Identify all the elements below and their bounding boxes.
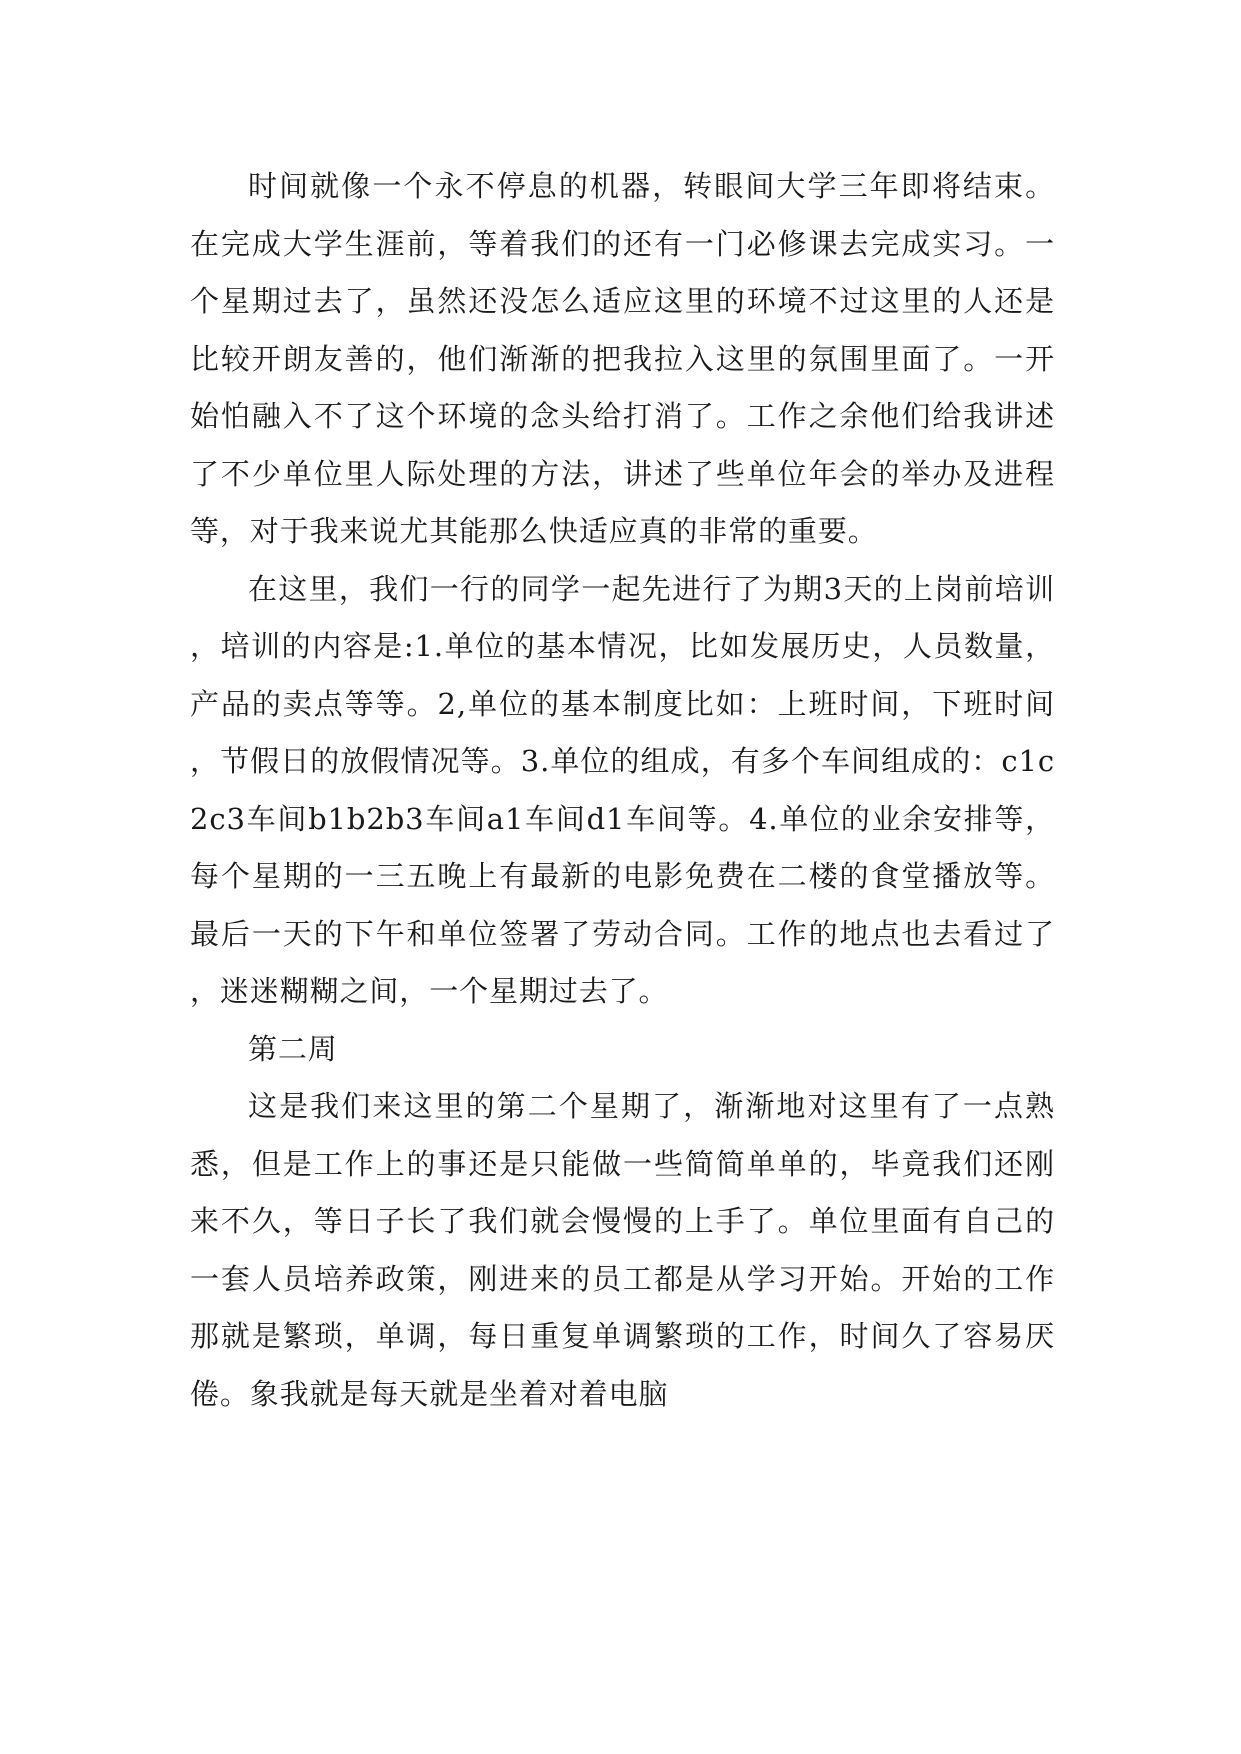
paragraph-training: 在这里，我们一行的同学一起先进行了为期3天的上岗前培训，培训的内容是:1.单位的基本情况，比如发展历史，人员数量，产品的卖点等等。2,单位的基本制度比如：上班时间，下班时间，节假日的放假情况等。3.单位的组成，有多个车间组成的：c1c2c3车间b1b2b3车间a1车间d1车间等。4.单位的业余安排等，每个星期的一三五晚上有最新的电影免费在二楼的食堂播放等。最后一天的下午和单位签署了劳动合同。工作的地点也去看过了，迷迷糊糊之间，一个星期过去了。 xyxy=(190,571,1055,1008)
paragraph-intro: 时间就像一个永不停息的机器，转眼间大学三年即将结束。在完成大学生涯前，等着我们的还有一门必修课去完成实习。一个星期过去了，虽然还没怎么适应这里的环境不过这里的人还是比较开朗友善的，他们渐渐的把我拉入这里的氛围里面了。一开始怕融入不了这个环境的念头给打消了。工作之余他们给我讲述了不少单位里人际处理的方法，讲述了些单位年会的举办及进程等，对于我来说尤其能那么快适应真的非常的重要。 xyxy=(190,169,1055,548)
paragraph-week-two: 这是我们来这里的第二个星期了，渐渐地对这里有了一点熟悉，但是工作上的事还是只能做一些简简单单的，毕竟我们还刚来不久，等日子长了我们就会慢慢的上手了。单位里面有自己的一套人员培养政策，刚进来的员工都是从学习开始。开始的工作那就是繁琐，单调，每日重复单调繁琐的工作，时间久了容易厌倦。象我就是每天就是坐着对着电脑 xyxy=(190,1089,1055,1411)
document-body xyxy=(190,158,1055,1423)
section-heading-week-two: 第二周 xyxy=(248,1031,338,1066)
